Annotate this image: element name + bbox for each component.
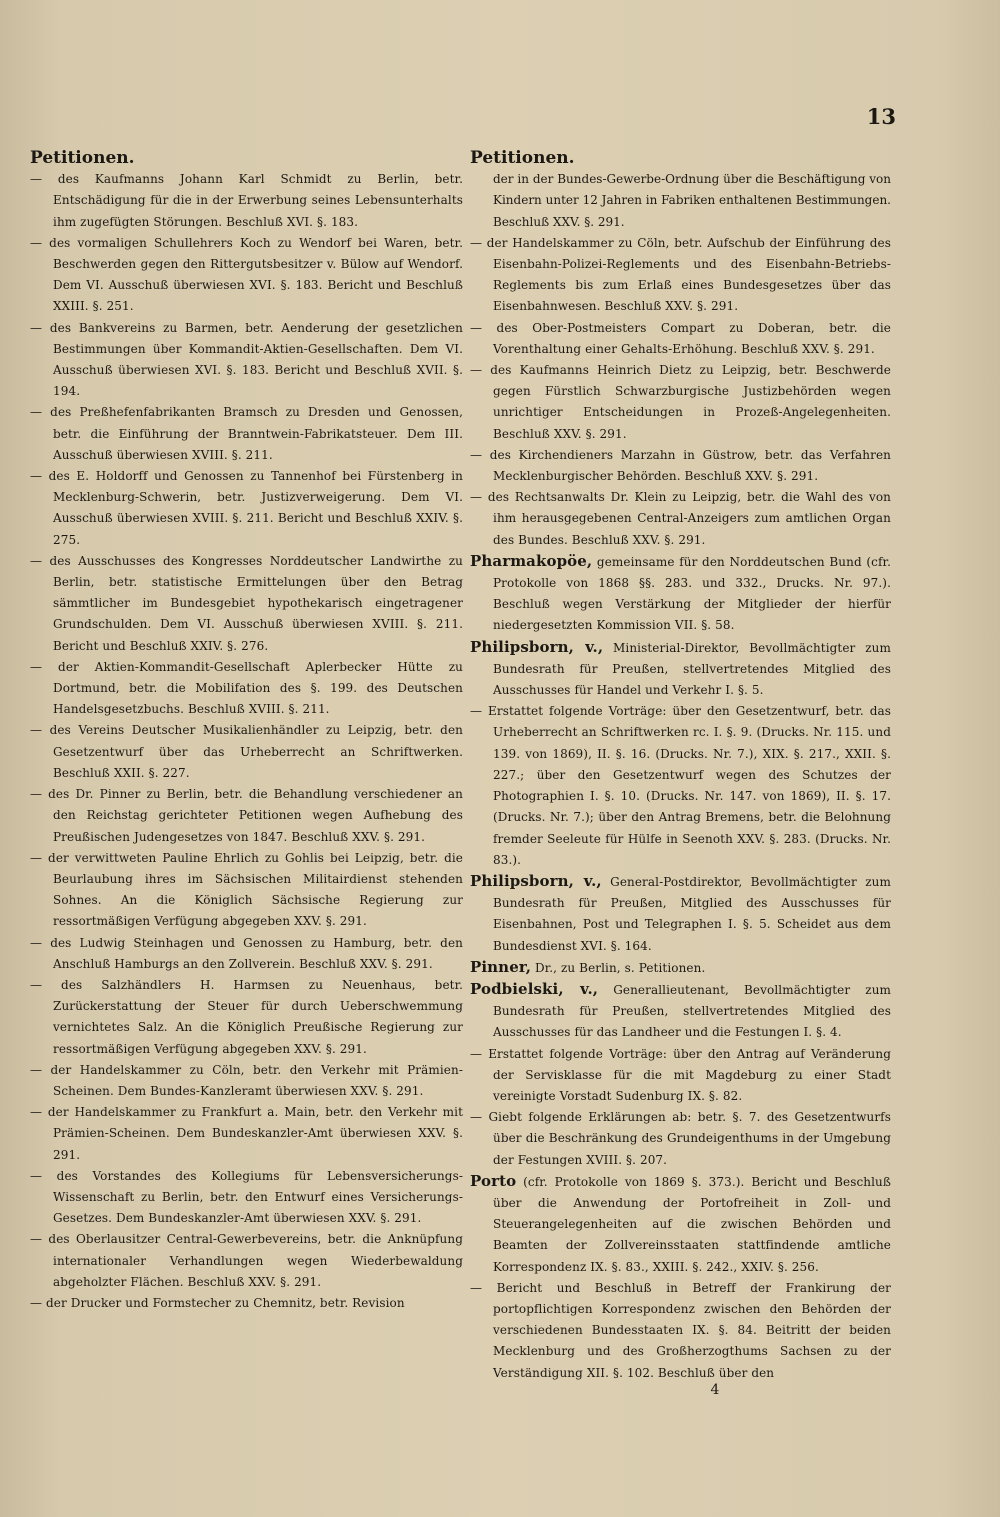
petition-entry: — des Dr. Pinner zu Berlin, betr. die Behandlung verschiedener an den Reichstag gerichteter Petitionen wegen Aufhebung des Preußischen Judengesetzes von 1847. Beschluß XXV. §. 291. [30,787,463,844]
petition-entry: — des Preßhefenfabrikanten Bramsch zu Dresden und Genossen, betr. die Einführung der Branntwein-Fabrikatsteuer. Dem III. Ausschuß überwiesen XVIII. §. 211. [30,405,463,462]
sub-entry: — Erstattet folgende Vorträge: über den Gesetzentwurf, betr. das Urheberrecht an Schriftwerken rc. I. §. 9. (Drucks. Nr. 115. und 139. von 1869), II. §. 16. (Drucks. Nr. 7.), XIX. §. 217., XXII. §. 227.; über den Gesetzentwurf wegen des Schutzes der Photographien I. §. 10. (Drucks. Nr. 147. von 1869), II. §. 17. (Drucks. Nr. 7.); über den Antrag Bremens, betr. die Belohnung fremder Seeleute für Hülfe in Seenoth XXV. §. 283. (Drucks. Nr. 83.). [470,704,891,867]
petition-entry: — des Ausschusses des Kongresses Norddeutscher Landwirthe zu Berlin, betr. statistische Ermittelungen über den Betrag sämmtlicher im Bundesgebiet hypothekarisch eingetragener Grundschulden. Dem VI. Ausschuß überwiesen XVIII. §. 211. Bericht und Beschluß XXIV. §. 276. [30,553,463,653]
index-entry-philipsborn-1 [470,637,891,702]
petition-entry: — der Aktien-Kommandit-Gesellschaft Aplerbecker Hütte zu Dortmund, betr. die Mobilifation des §. 199. des Deutschen Handelsgesetzbuchs. Beschluß XVIII. §. 211. [30,659,463,717]
entry-text: General-Postdirektor, Bevollmächtigter zum Bundesrath für Preußen, Mitglied des Ausschusses für Eisenbahnen, Post und Telegraphen I. §. 5. Scheidet aus dem Bundesdienst XVI. §. 164. [493,874,891,953]
entry-text: Generallieutenant, Bevollmächtigter zum Bundesrath für Preußen, stellvertretendes Mitglied des Ausschusses für das Landheer und die Festungen I. §. 4. [493,982,892,1040]
index-entry-philipsborn-2 [470,871,891,957]
petition-entry: — des Oberlausitzer Central-Gewerbevereins, betr. die Anknüpfung internationaler Verhandlungen wegen Wiederbewaldung abgeholzter Flächen. Beschluß XXV. §. 291. [30,1232,463,1289]
entry-name: Philipsborn, v., [470,871,602,890]
petition-entry: — des vormaligen Schullehrers Koch zu Wendorf bei Waren, betr. Beschwerden gegen den Rittergutsbesitzer v. Bülow auf Wendorf. Dem VI. Ausschuß überwiesen XVI. §. 183. Bericht und Beschluß XXIII. §. 251. [30,235,463,314]
petition-entry: — des Kirchendieners Marzahn in Güstrow, betr. das Verfahren Mecklenburgischer Behörden. Beschluß XXV. §. 291. [470,447,891,484]
sub-entry: — Giebt folgende Erklärungen ab: betr. §. 7. des Gesetzentwurfs über die Beschränkung des Grundeigenthums in der Umgebung der Festungen XVIII. §. 207. [470,1110,891,1167]
sub-entry: — Bericht und Beschluß in Betreff der Frankirung der portopflichtigen Korrespondenz zwischen den Behörden der verschiedenen Bundesstaaten IX. §. 84. Beitritt der beiden Mecklenburg und des Großherzogthums Sachsen zu der Verständigung XII. §. 102. Beschluß über den [470,1280,891,1380]
entry-name: Porto [470,1171,517,1190]
petition-entry: — des Vorstandes des Kollegiums für Lebensversicherungs-Wissenschaft zu Berlin, betr. den Entwurf eines Versicherungs-Gesetzes. Dem Bundeskanzler-Amt überwiesen XXV. §. 291. [30,1168,463,1226]
signature-mark: 4 [710,1382,720,1398]
continued-text: der in der Bundes-Gewerbe-Ordnung über die Beschäftigung von Kindern unter 12 Jahren in Fabriken enthaltenen Bestimmungen. Beschluß XXV. §. 291. [493,172,891,229]
index-entry-porto [470,1171,891,1278]
petition-entry: — der verwittweten Pauline Ehrlich zu Gohlis bei Leipzig, betr. die Beurlaubung ihres im Sächsischen Militairdienst stehenden Sohnes. An die Königlich Sächsische Regierung zur ressortmäßigen Verfügung abgegeben XXV. §. 291. [30,850,463,929]
index-entry-pharmakopoe [470,551,891,637]
section-heading-right: Petitionen. [470,148,575,168]
sub-entry: — Erstattet folgende Vorträge: über den Antrag auf Veränderung der Servisklasse für die mit Magdeburg zu einer Stadt vereinigte Vorstadt Sudenburg IX. §. 82. [470,1046,891,1103]
page-number: 13 [866,104,896,129]
entry-name: Philipsborn, v., [470,637,604,656]
petition-entry: — des Ludwig Steinhagen und Genossen zu Hamburg, betr. den Anschluß Hamburgs an den Zollverein. Beschluß XXV. §. 291. [30,935,463,971]
petition-entry: — des Bankvereins zu Barmen, betr. Aenderung der gesetzlichen Bestimmungen über Kommandit-Aktien-Gesellschaften. Dem VI. Ausschuß überwiesen XVI. §. 183. Bericht und Beschluß XVII. §. 194. [30,320,463,399]
entry-text: Ministerial-Direktor, Bevollmächtigter zum Bundesrath für Preußen, stellvertretendes Mitglied des Ausschusses für Handel und Verkehr I. §. 5. [493,640,891,698]
entry-name: Podbielski, v., [470,979,599,998]
entry-text: Dr., zu Berlin, s. Petitionen. [535,960,706,975]
petition-entry: — der Handelskammer zu Cöln, betr. den Verkehr mit Prämien-Scheinen. Dem Bundes-Kanzleramt überwiesen XXV. §. 291. [30,1062,463,1098]
petition-entry: — der Drucker und Formstecher zu Chemnitz, betr. Revision [30,1295,405,1310]
right-column [470,148,891,1384]
petition-entry: — des Kaufmanns Heinrich Dietz zu Leipzig, betr. Beschwerde gegen Fürstlich Schwarzburgische Justizbehörden wegen unrichtiger Entscheidungen in Prozeß-Angelegenheiten. Beschluß XXV. §. 291. [470,363,891,441]
entry-text: (cfr. Protokolle von 1869 §. 373.). Bericht und Beschluß über die Anwendung der Portofreiheit in Zoll- und Steuerangelegenheiten auf die zwischen Behörden und Beamten der Zollvereinsstaaten stattfindende amtliche Korrespondenz IX. §. 83., XXIII. §. 242., XXIV. §. 256. [493,1174,891,1274]
petition-entry: — des Salzhändlers H. Harmsen zu Neuenhaus, betr. Zurückerstattung der Steuer für durch Ueberschwemmung vernichtetes Salz. An die Königlich Preußische Regierung zur ressortmäßigen Verfügung abgegeben XXV. §. 291. [30,977,463,1056]
index-entry-podbielski [470,979,891,1044]
petition-entry: — des Ober-Postmeisters Compart zu Doberan, betr. die Vorenthaltung einer Gehalts-Erhöhung. Beschluß XXV. §. 291. [470,320,891,356]
entry-name: Pinner, [470,957,532,976]
petition-entry: — des Vereins Deutscher Musikalienhändler zu Leipzig, betr. den Gesetzentwurf über das Urheberrecht an Schriftwerken. Beschluß XXII. §. 227. [30,723,463,780]
left-column [30,148,463,1314]
petition-entry: — des E. Holdorff und Genossen zu Tannenhof bei Fürstenberg in Mecklenburg-Schwerin, betr. Justizverweigerung. Dem VI. Ausschuß überwiesen XVIII. §. 211. Bericht und Beschluß XXIV. §. 275. [30,469,463,547]
index-entry-pinner [470,957,891,979]
entry-name: Pharmakopöe, [470,551,593,570]
section-heading-left: Petitionen. [30,148,135,168]
entry-text: gemeinsame für den Norddeutschen Bund (cfr. Protokolle von 1868 §§. 283. und 332., Drucks. Nr. 97.). Beschluß wegen Verstärkung der Mitglieder der hierfür niedergesetzten Kommission VII. §. 58. [493,554,891,633]
petition-entry: — des Kaufmanns Johann Karl Schmidt zu Berlin, betr. Entschädigung für die in der Erwerbung seines Lebensunterhalts ihm zugefügten Störungen. Beschluß XVI. §. 183. [30,172,463,229]
petition-entry: — der Handelskammer zu Frankfurt a. Main, betr. den Verkehr mit Prämien-Scheinen. Dem Bundeskanzler-Amt überwiesen XXV. §. 291. [30,1105,463,1162]
petition-entry: — der Handelskammer zu Cöln, betr. Aufschub der Einführung des Eisenbahn-Polizei-Reglements und des Eisenbahn-Betriebs-Reglements bis zum Erlaß eines Bundesgesetzes über das Eisenbahnwesen. Beschluß XXV. §. 291. [470,235,891,314]
petition-entry: — des Rechtsanwalts Dr. Klein zu Leipzig, betr. die Wahl des von ihm herausgegebenen Central-Anzeigers zum amtlichen Organ des Bundes. Beschluß XXV. §. 291. [470,490,891,547]
